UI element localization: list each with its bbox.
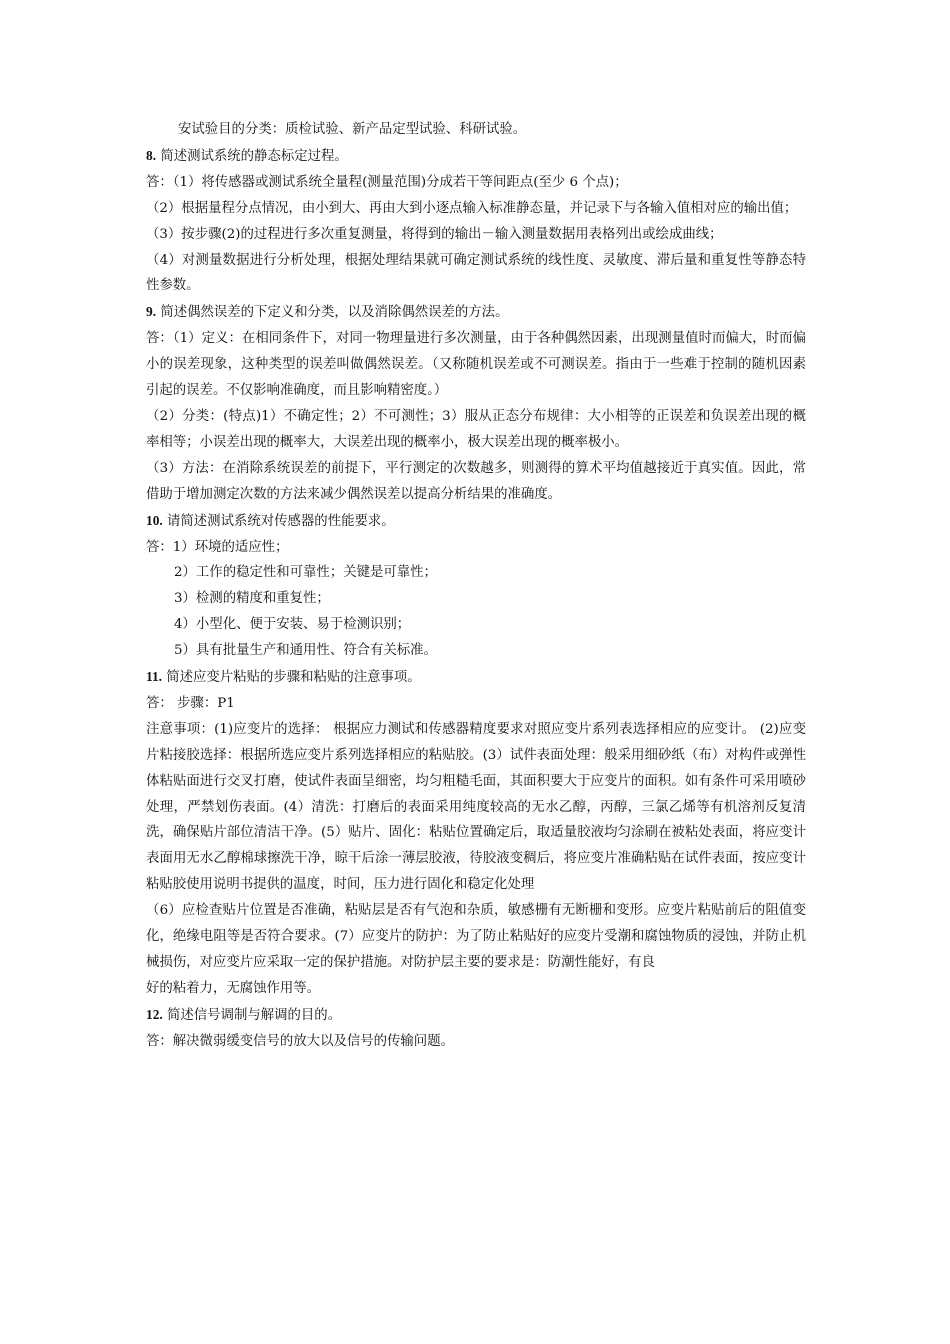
question-title: 简述应变片粘贴的步骤和粘贴的注意事项。: [166, 670, 421, 686]
answer-list-item: 3）检测的精度和重复性；: [174, 591, 330, 607]
answer-line: 答：（1）定义：在相同条件下，对同一物理量进行多次测量，由于各种偶然因素，出现测量值时而偏大，时而偏小的误差现象，这种类型的误差叫做偶然误差。（又称随机误差或不可测误差。指由于一些难于控制的随机因素引起的误差。不仅影响准确度，而且影响精密度。）: [146, 331, 806, 399]
question-number: 9.: [146, 304, 157, 320]
answer-line: （4）对测量数据进行分析处理，根据处理结果就可确定测试系统的线性度、灵敏度、滞后量和重复性等静态特性参数。: [146, 252, 806, 294]
answer-list-item: 2）工作的稳定性和可靠性；关键是可靠性；: [174, 565, 437, 581]
question-number: 12.: [146, 1006, 163, 1022]
question-title: 简述信号调制与解调的目的。: [167, 1007, 342, 1023]
answer-line: 好的粘着力，无腐蚀作用等。: [146, 980, 321, 996]
question-8: [146, 143, 806, 299]
answer-line: 答：1）环境的适应性；: [146, 539, 289, 555]
answer-line: （3）方法：在消除系统误差的前提下，平行测定的次数越多，则测得的算术平均值越接近于真实值。因此，常借助于增加测定次数的方法来减少偶然误差以提高分析结果的准确度。: [146, 460, 806, 502]
answer-list-item: 5）具有批量生产和通用性、符合有关标准。: [174, 643, 437, 659]
answer-line: 答： 步骤：P1: [146, 695, 235, 711]
question-title: 简述偶然误差的下定义和分类，以及消除偶然误差的方法。: [160, 305, 509, 321]
answer-line: （6）应检查贴片位置是否准确，粘贴层是否有气泡和杂质，敏感栅有无断栅和变形。应变片粘贴前后的阻值变化，绝缘电阻等是否符合要求。(7）应变片的防护：为了防止粘贴好的应变片受潮和腐蚀物质的浸蚀，并防止机械损伤，对应变片应采取一定的保护措施。对防护层主要的要求是：防潮性能好，有良: [146, 903, 806, 970]
document-page: [146, 117, 806, 1055]
question-11: [146, 664, 806, 1002]
question-number: 10.: [146, 512, 163, 528]
question-10: [146, 508, 806, 664]
question-title: 简述测试系统的静态标定过程。: [160, 148, 348, 164]
question-heading: [146, 1002, 806, 1029]
question-heading: [146, 299, 806, 326]
question-number: 11.: [146, 669, 162, 685]
answer-list-item: 4）小型化、便于安装、易于检测识别；: [174, 617, 411, 633]
question-title: 请简述测试系统对传感器的性能要求。: [167, 513, 395, 529]
answer-line: 注意事项：(1)应变片的选择： 根据应力测试和传感器精度要求对照应变片系列表选择相应的应变计。 (2)应变片粘接胶选择：根据所选应变片系列选择相应的粘贴胶。(3）试件表面处理：般采用细砂纸（布）对构件或弹性体粘贴面进行交叉打磨，使试件表面呈细密，均匀粗糙毛面，其面积要大于应变片的面积。如有条件可采用喷砂处理，严禁划伤表面。(4）清洗：打磨后的表面采用纯度较高的无水乙醇，丙醇，三氯乙烯等有机溶剂反复清洗，确保贴片部位清洁干净。(5）贴片、固化：粘贴位置确定后，取适量胶液均匀涂刷在被粘处表面，将应变计表面用无水乙醇棉球擦洗干净，晾干后涂一薄层胶液，待胶液变稠后，将应变片准确粘贴在试件表面，按应变计粘贴胶使用说明书提供的温度，时间，压力进行固化和稳定化处理: [146, 721, 806, 893]
question-number: 8.: [146, 147, 157, 163]
answer-line: （2）根据量程分点情况，由小到大、再由大到小逐点输入标准静态量，并记录下与各输入值相对应的输出值；: [146, 200, 798, 216]
question-heading: [146, 143, 806, 170]
question-12: [146, 1002, 806, 1055]
question-heading: [146, 664, 806, 691]
intro-text: 安试验目的分类：质检试验、新产品定型试验、科研试验。: [178, 122, 527, 137]
question-heading: [146, 508, 806, 535]
question-9: [146, 299, 806, 507]
answer-line: 答：解决微弱缓变信号的放大以及信号的传输问题。: [146, 1033, 454, 1049]
answer-line: 答：（1）将传感器或测试系统全量程(测量范围)分成若干等间距点(至少 6 个点)；: [146, 174, 628, 190]
answer-line: （2）分类：(特点)1）不确定性；2）不可测性；3）服从正态分布规律：大小相等的正误差和负误差出现的概率相等；小误差出现的概率大，大误差出现的概率小，极大误差出现的概率极小。: [146, 408, 806, 450]
answer-line: （3）按步骤(2)的过程进行多次重复测量，将得到的输出－输入测量数据用表格列出或绘成曲线；: [146, 226, 723, 242]
